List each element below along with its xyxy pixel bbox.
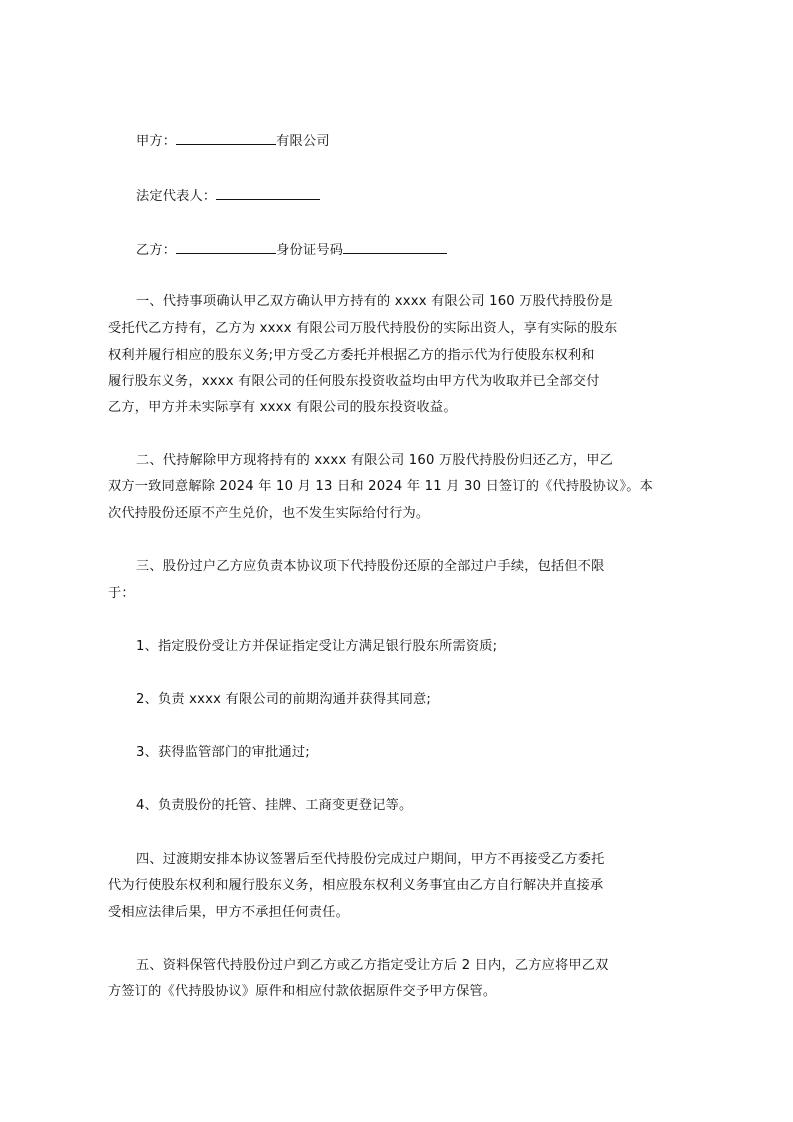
section-4-line: 四、过渡期安排本协议签署后至代持股份完成过户期间，甲方不再接受乙方委托 <box>136 852 605 867</box>
section-4-line: 代为行使股东权利和履行股东义务，相应股东权利义务事宜由乙方自行解决并直接承 <box>108 878 604 893</box>
legal-rep-blank <box>216 185 320 200</box>
section-1-line: 履行股东义务，xxxx 有限公司的任何股东投资收益均由甲方代为收取并已全部交付 <box>108 374 600 389</box>
section-1-line: 乙方，甲方并未实际享有 xxxx 有限公司的股东投资收益。 <box>108 400 457 415</box>
section-1-line: 一、代持事项确认甲乙双方确认甲方持有的 xxxx 有限公司 160 万股代持股份是 <box>136 294 613 309</box>
party-a-suffix: 有限公司 <box>276 134 330 149</box>
section-1-line: 权利并履行相应的股东义务;甲方受乙方委托并根据乙方的指示代为行使股东权利和 <box>108 348 595 363</box>
section-2-line: 二、代持解除甲方现将持有的 xxxx 有限公司 160 万股代持股份归还乙方，甲乙 <box>136 453 613 468</box>
legal-rep-label: 法定代表人： <box>136 189 217 204</box>
section-3-line: 于： <box>108 586 135 601</box>
section-4-line: 受相应法律后果，甲方不承担任何责任。 <box>108 905 349 920</box>
party-b-blank <box>176 239 276 254</box>
section-2-line: 次代持股份还原不产生兑价，也不发生实际给付行为。 <box>108 506 430 521</box>
list-item: 1、指定股份受让方并保证指定受让方满足银行股东所需资质; <box>136 639 498 654</box>
list-item: 2、负责 xxxx 有限公司的前期沟通并获得其同意; <box>136 692 432 707</box>
party-a-label: 甲方： <box>136 134 177 149</box>
party-b-line <box>136 239 447 261</box>
section-1-line: 受托代乙方持有，乙方为 xxxx 有限公司万股代持股份的实际出资人，享有实际的股东 <box>108 321 618 336</box>
party-a-line <box>136 130 330 152</box>
list-item: 3、获得监管部门的审批通过; <box>136 745 310 760</box>
legal-rep-line <box>136 185 320 207</box>
list-item: 4、负责股份的托管、挂牌、工商变更登记等。 <box>136 798 413 813</box>
section-3-line: 三、股份过户乙方应负责本协议项下代持股份还原的全部过户手续，包括但不限 <box>136 559 605 574</box>
section-5-line: 方签订的《代持股协议》原件和相应付款依据原件交予甲方保管。 <box>108 984 497 999</box>
party-b-id-blank <box>343 239 447 254</box>
party-b-id-label: 身份证号码 <box>276 243 344 258</box>
section-2-line: 双方一致同意解除 2024 年 10 月 13 日和 2024 年 11 月 30 日签订的《代持股协议》。本 <box>108 479 654 494</box>
section-5-line: 五、资料保管代持股份过户到乙方或乙方指定受让方后 2 日内，乙方应将甲乙双 <box>136 958 609 973</box>
party-b-label: 乙方： <box>136 243 177 258</box>
party-a-blank <box>176 130 276 145</box>
